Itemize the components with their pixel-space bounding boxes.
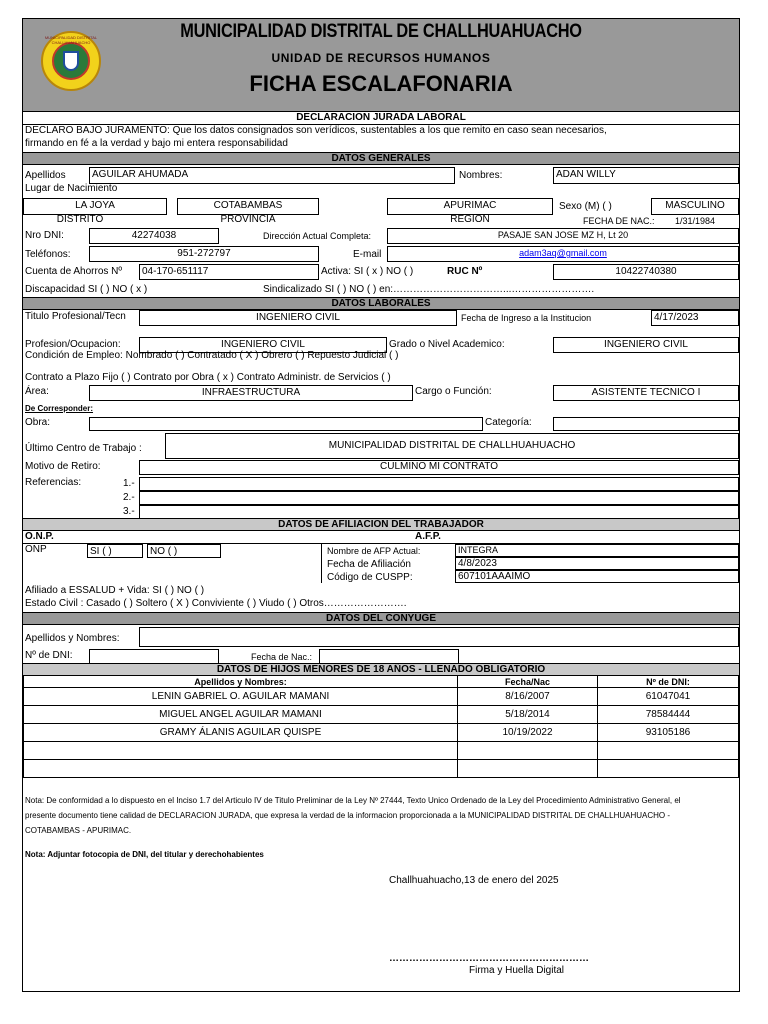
declaration-line1: DECLARO BAJO JURAMENTO: Que los datos consignados son verídicos, sustentables a los que remito en caso sean necesarios, <box>25 125 607 136</box>
referencia-1-label: 1.- <box>123 478 135 489</box>
referencia-2-field[interactable] <box>139 491 739 505</box>
grado-field[interactable]: INGENIERO CIVIL <box>553 337 739 353</box>
obra-field[interactable] <box>89 417 483 431</box>
section-datos-generales: DATOS GENERALES <box>23 152 739 165</box>
distrito-field[interactable]: LA JOYA <box>23 198 167 215</box>
sindicalizado-label: Sindicalizado SI ( ) NO ( ) en:……………………………...……………………. <box>263 284 595 295</box>
cargo-label: Cargo o Función: <box>415 386 492 397</box>
fecha-ingreso-label: Fecha de Ingreso a la Institucion <box>461 313 592 323</box>
afp-fecha-field[interactable]: 4/8/2023 <box>455 557 739 570</box>
section-afiliacion: DATOS DE AFILIACION DEL TRABAJADOR <box>23 518 739 531</box>
form-title: FICHA ESCALAFONARIA <box>249 71 513 96</box>
nombres-label: Nombres: <box>459 170 503 181</box>
estado-civil-label: Estado Civil : Casado ( ) Soltero ( X ) Conviviente ( ) Viudo ( ) Otros……………………. <box>25 598 407 609</box>
motivo-retiro-label: Motivo de Retiro: <box>25 461 101 472</box>
distrito-label: DISTRITO <box>56 214 104 225</box>
referencia-1-field[interactable] <box>139 477 739 491</box>
profesion-field[interactable]: INGENIERO CIVIL <box>139 337 387 353</box>
referencia-3-field[interactable] <box>139 505 739 519</box>
table-row <box>24 742 739 760</box>
hijo-nombre <box>24 742 458 760</box>
obra-label: Obra: <box>25 417 51 428</box>
ultimo-centro-field[interactable]: MUNICIPALIDAD DISTRITAL DE CHALLHUAHUACHO <box>165 433 739 459</box>
conyuge-dni-label: Nº de DNI: <box>25 650 73 661</box>
area-field[interactable]: INFRAESTRUCTURA <box>89 385 413 401</box>
ruc-field[interactable]: 10422740380 <box>553 264 739 280</box>
declaration-title: DECLARACION JURADA LABORAL <box>296 112 466 123</box>
lugar-fecha: Challhuahuacho,13 de enero del 2025 <box>389 875 559 886</box>
afp-title: A.F.P. <box>415 531 441 542</box>
region-field[interactable]: APURIMAC <box>387 198 553 215</box>
col-nombres: Apellidos y Nombres: <box>24 676 458 688</box>
direccion-field[interactable]: PASAJE SAN JOSE MZ H, Lt 20 <box>387 228 739 244</box>
onp-title: O.N.P. <box>25 531 54 542</box>
table-row <box>24 688 739 706</box>
hijo-nombre: LENIN GABRIEL O. AGUILAR MAMANI <box>24 688 458 706</box>
hijo-dni <box>598 742 739 760</box>
ruc-label: RUC Nº <box>447 266 483 277</box>
provincia-field[interactable]: COTABAMBAS <box>177 198 319 215</box>
declaration-line2: firmando en fé a la verdad y bajo mi entera responsabilidad <box>25 138 288 149</box>
direccion-label: Dirección Actual Completa: <box>263 231 372 241</box>
section-datos-laborales: DATOS LABORALES <box>23 297 739 310</box>
motivo-retiro-field[interactable]: CULMINO MI CONTRATO <box>139 460 739 475</box>
activa-label: Activa: SI ( x ) NO ( ) <box>321 266 414 277</box>
ficha-escalafonaria-form <box>22 18 740 992</box>
conyuge-fecha-label: Fecha de Nac.: <box>251 652 313 662</box>
fecha-nac-label: FECHA DE NAC.: <box>583 216 655 226</box>
header-title: MUNICIPALIDAD DISTRITAL DE CHALLHUAHUACHO <box>180 21 582 42</box>
categoria-label: Categoría: <box>485 417 532 428</box>
hijo-fecha <box>458 742 598 760</box>
corresponder-label: De Corresponder: <box>25 404 94 413</box>
condicion-empleo-label: Condición de Empleo: Nombrado ( ) Contratado ( X ) Obrero ( ) Repuesto Judicial ( ) <box>25 350 399 361</box>
email-label: E-mail <box>353 249 382 260</box>
nombres-field[interactable]: ADAN WILLY <box>553 167 739 184</box>
table-row <box>24 760 739 778</box>
apellidos-label: Apellidos <box>25 170 66 181</box>
cargo-field[interactable]: ASISTENTE TECNICO I <box>553 385 739 401</box>
section-hijos: DATOS DE HIJOS MENORES DE 18 AÑOS - LLENADO OBLIGATORIO <box>23 663 739 676</box>
hijo-dni <box>598 760 739 778</box>
onp-label: ONP <box>25 544 47 555</box>
contrato-label: Contrato a Plazo Fijo ( ) Contrato por Obra ( x ) Contrato Administr. de Servicios ( ) <box>25 372 391 383</box>
conyuge-fecha-field[interactable] <box>319 649 459 664</box>
profesion-label: Profesion/Ocupacion: <box>25 339 121 350</box>
hijos-header-row <box>24 676 739 688</box>
firma-label: Firma y Huella Digital <box>469 965 565 976</box>
conyuge-nombres-label: Apellidos y Nombres: <box>25 633 120 644</box>
nota-legal-line3: COTABAMBAS - APURIMAC. <box>25 826 132 835</box>
grado-label: Grado o Nivel Academico: <box>389 339 505 350</box>
table-row <box>24 706 739 724</box>
hijos-table <box>23 675 739 778</box>
nota-legal-line2: presente documento tiene calidad de DECLARACION JURADA, que expresa la verdad de la informacion proporcionada a la MUNICIPALIDAD DISTRITAL DE CHALLHUAHUACHO - <box>25 811 671 820</box>
ultimo-centro-label: Último Centro de Trabajo : <box>25 443 142 454</box>
referencia-2-label: 2.- <box>123 492 135 503</box>
dni-label: Nro DNI: <box>25 230 64 241</box>
email-field[interactable] <box>387 246 739 262</box>
conyuge-nombres-field[interactable] <box>139 627 739 647</box>
nota-legal-line1: Nota: De conformidad a lo dispuesto en el Inciso 1.7 del Articulo IV de Titulo Preliminar de la Ley Nº 27444, Texto Unico Ordenado de la Ley del Procedimiento Administrativo General, el <box>25 796 681 805</box>
dni-field[interactable]: 42274038 <box>89 228 219 244</box>
hijo-fecha: 8/16/2007 <box>458 688 598 706</box>
region-label: REGION <box>450 214 490 225</box>
nota-adjuntar: Nota: Adjuntar fotocopia de DNI, del titular y derechohabientes <box>25 850 264 859</box>
afp-nombre-field[interactable]: INTEGRA <box>455 544 739 557</box>
afp-nombre-label: Nombre de AFP Actual: <box>327 546 421 556</box>
area-label: Área: <box>25 386 49 397</box>
essalud-label: Afiliado a ESSALUD + Vida: SI ( ) NO ( ) <box>25 585 205 596</box>
header-subtitle: UNIDAD DE RECURSOS HUMANOS <box>271 51 491 65</box>
cuspp-label: Código de CUSPP: <box>327 572 413 583</box>
referencia-3-label: 3.- <box>123 506 135 517</box>
col-fecha: Fecha/Nac <box>458 676 598 688</box>
section-conyuge: DATOS DEL CONYUGE <box>23 612 739 625</box>
conyuge-dni-field[interactable] <box>89 649 219 664</box>
afiliacion-divider <box>321 543 322 583</box>
sexo-field[interactable]: MASCULINO <box>651 198 739 215</box>
hijo-dni: 93105186 <box>598 724 739 742</box>
fecha-nac-value: 1/31/1984 <box>675 216 716 226</box>
lugar-nacimiento-label: Lugar de Nacimiento <box>25 183 118 194</box>
onp-no-field[interactable]: NO ( ) <box>147 544 221 558</box>
apellidos-field[interactable]: AGUILAR AHUMADA <box>89 167 455 184</box>
hijo-fecha: 10/19/2022 <box>458 724 598 742</box>
hijo-dni: 61047041 <box>598 688 739 706</box>
col-dni: Nº de DNI: <box>598 676 739 688</box>
discapacidad-label: Discapacidad SI ( ) NO ( x ) <box>25 284 148 295</box>
titulo-label: Titulo Profesional/Tecn <box>25 311 126 322</box>
referencias-label: Referencias: <box>25 477 82 488</box>
hijo-fecha: 5/18/2014 <box>458 706 598 724</box>
hijo-dni: 78584444 <box>598 706 739 724</box>
email-link[interactable]: adam3aq@gmail.com <box>519 248 607 258</box>
telefonos-label: Teléfonos: <box>25 249 71 260</box>
firma-line: …………………………………………………… <box>389 953 589 964</box>
telefonos-field[interactable]: 951-272797 <box>89 246 319 262</box>
hijo-fecha <box>458 760 598 778</box>
logo-text: MUNICIPALIDAD DISTRITAL CHALLHUAHUACHO <box>44 35 98 45</box>
fecha-ingreso-field[interactable]: 4/17/2023 <box>651 310 739 326</box>
provincia-label: PROVINCIA <box>220 214 276 225</box>
sexo-label: Sexo (M) ( ) <box>559 201 612 212</box>
categoria-field[interactable] <box>553 417 739 431</box>
titulo-field[interactable]: INGENIERO CIVIL <box>139 310 457 326</box>
cuspp-field[interactable]: 607101AAAIMO <box>455 570 739 583</box>
afp-fecha-label: Fecha de Afiliación <box>327 559 411 570</box>
cuenta-label: Cuenta de Ahorros Nº <box>25 266 123 277</box>
hijo-nombre: GRAMY ÁLANIS AGUILAR QUISPE <box>24 724 458 742</box>
onp-si-field[interactable]: SI ( ) <box>87 544 143 558</box>
hijo-nombre: MIGUEL ANGEL AGUILAR MAMANI <box>24 706 458 724</box>
cuenta-field[interactable]: 04-170-651117 <box>139 264 319 280</box>
table-row <box>24 724 739 742</box>
hijo-nombre <box>24 760 458 778</box>
